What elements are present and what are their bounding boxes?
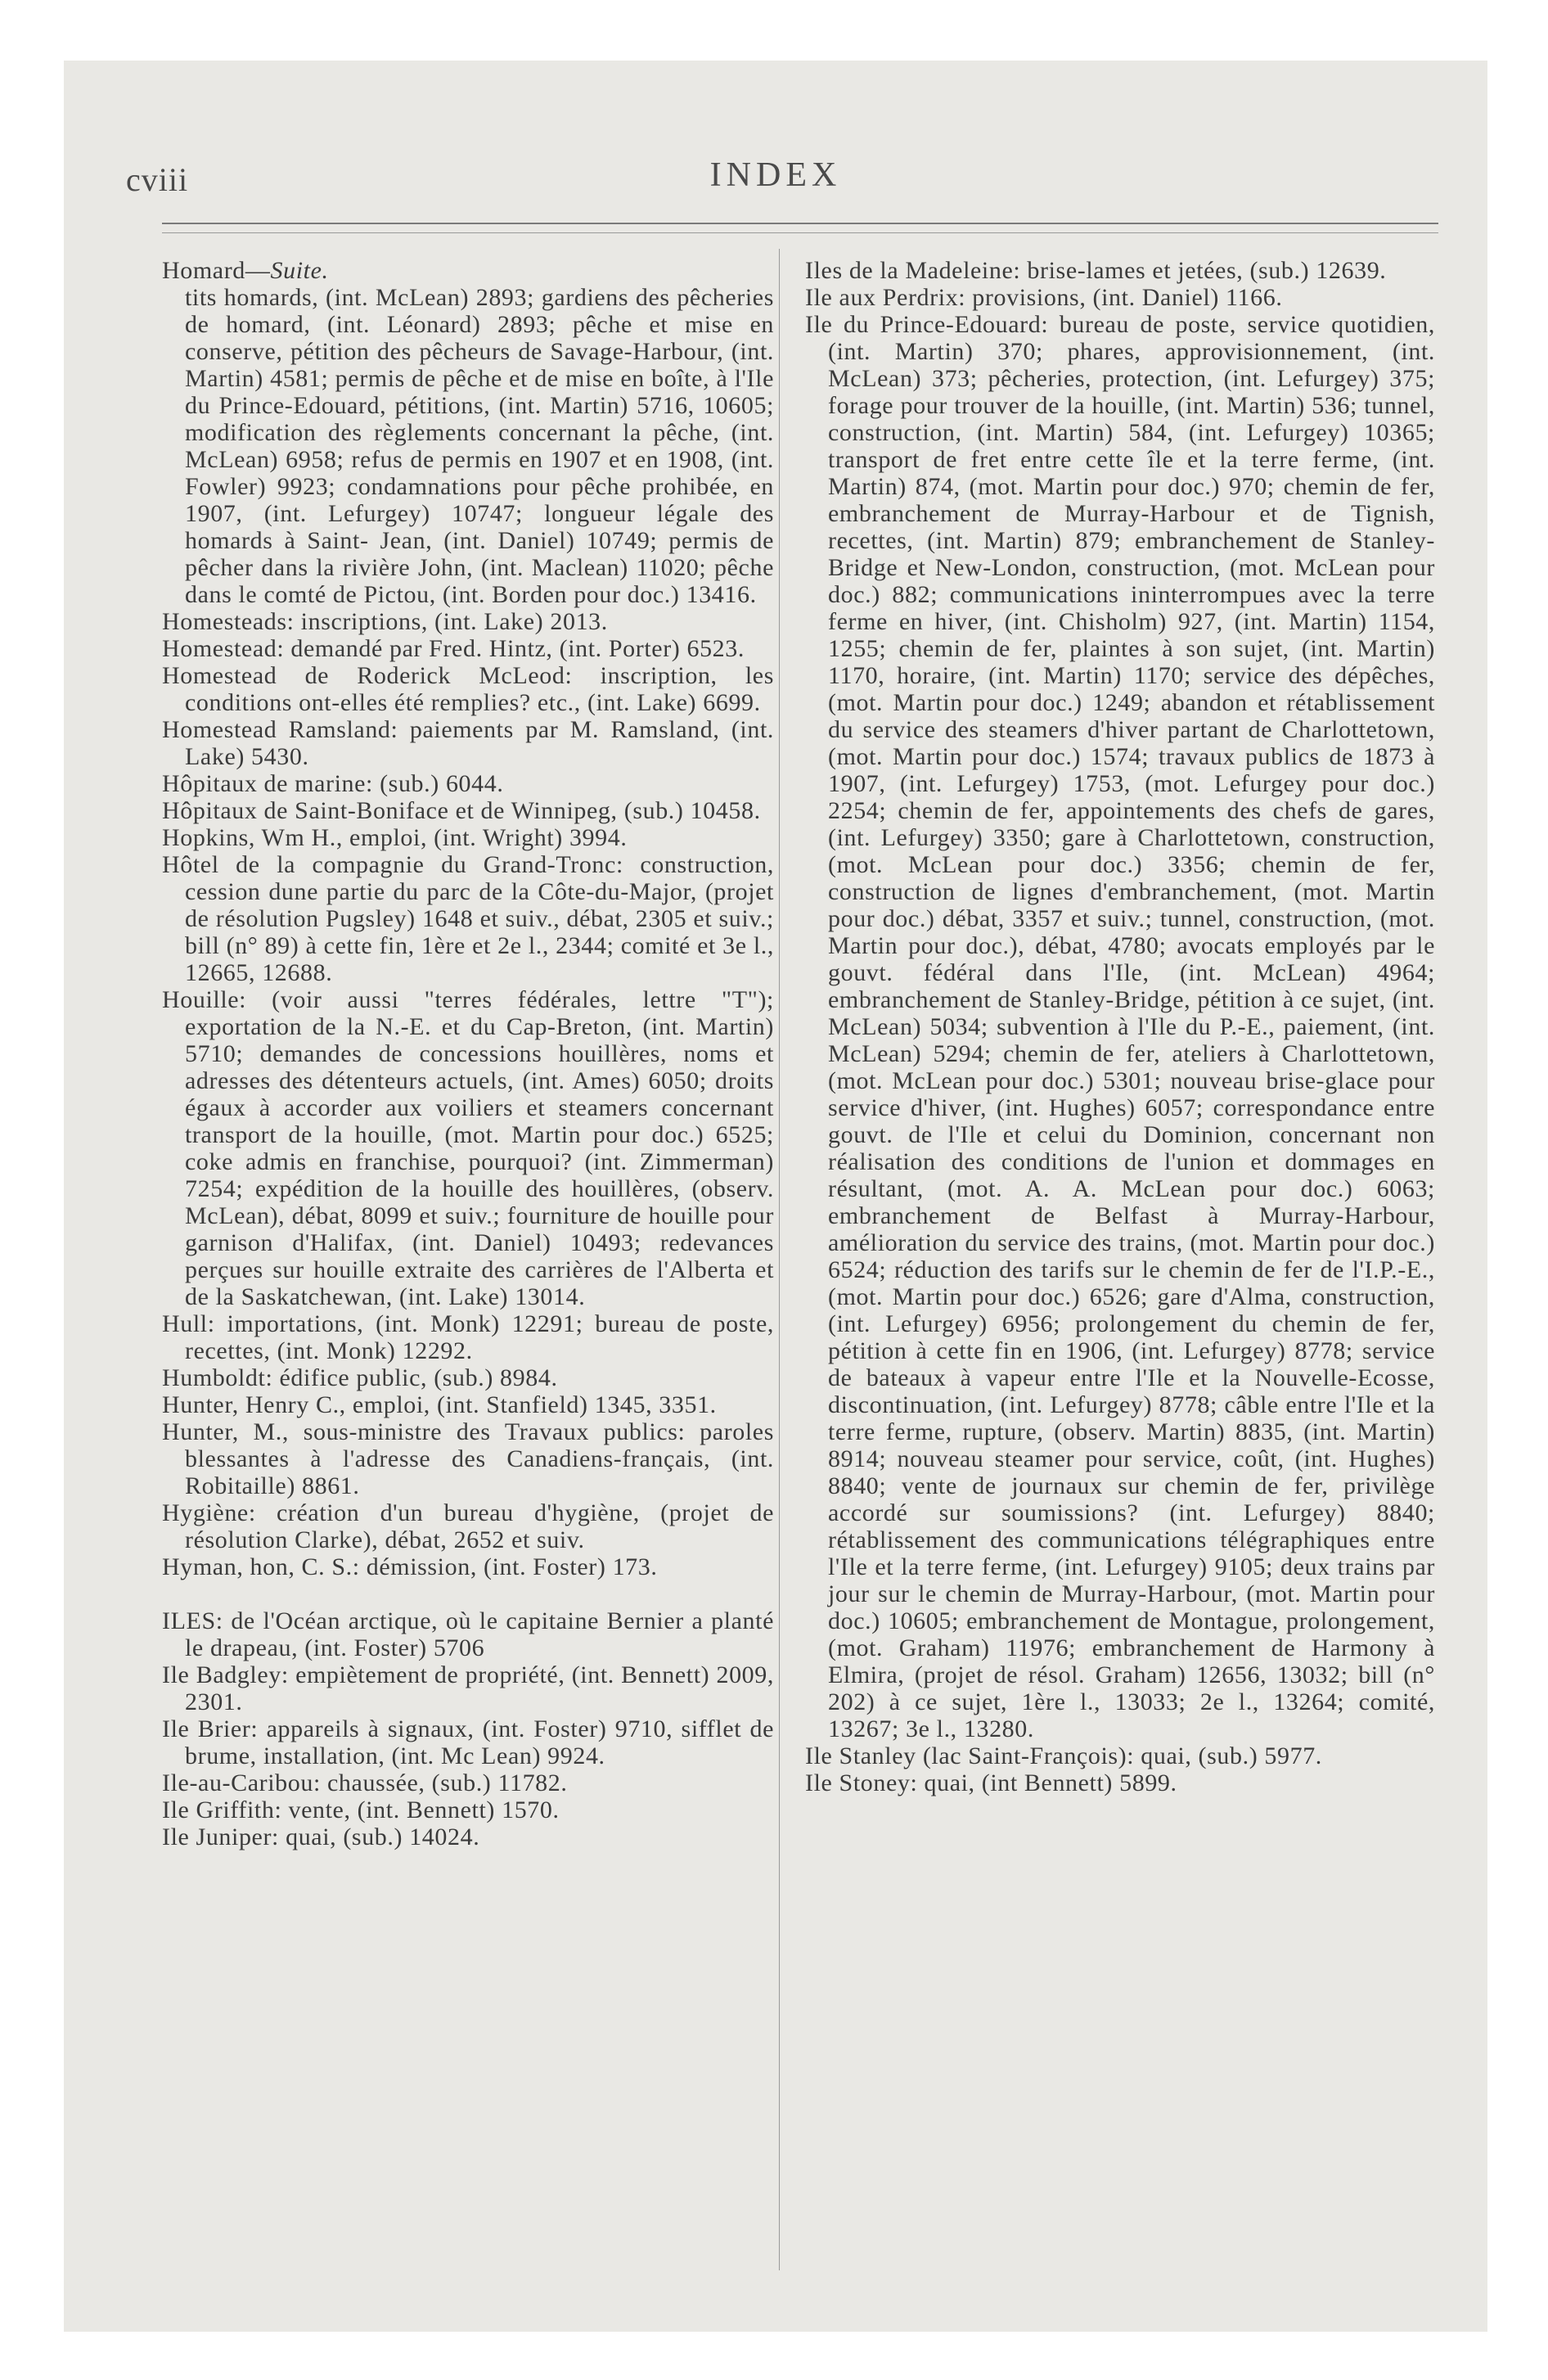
column-divider — [779, 249, 780, 2270]
index-entry: Hôpitaux de Saint-Boniface et de Winnipeg, (sub.) 10458. — [162, 797, 761, 824]
index-entry: Ile Stanley (lac Saint-François): quai, (sub.) 5977. — [805, 1742, 1322, 1769]
index-entry: Homestead Ramsland: paiements par M. Ramsland, (int. Lake) 5430. — [162, 716, 774, 770]
page-folio: cviii — [126, 161, 189, 198]
index-entry: Houille: (voir aussi "terres fédérales, lettre "T"); exportation de la N.-E. et du Cap-Breton, (int. Martin) 5710; demandes de concessions houillères, noms et adresses des détenteurs actuels, (int. Ames) 6050; droits égaux à accorder aux voiliers et steamers concernant transport de la houille, (mot. Martin pour doc.) 6525; coke admis en franchise, pourquoi? (int. Zimmerman) 7254; expédition de la houille des houillères, (observ. McLean), débat, 8099 et suiv.; fourniture de houille pour garnison d'Halifax, (int. Daniel) 10493; redevances perçues sur houille extraite des carrières de l'Alberta et de la Saskatchewan, (int. Lake) 13014. — [162, 986, 774, 1310]
index-entry: Hull: importations, (int. Monk) 12291; bureau de poste, recettes, (int. Monk) 12292. — [162, 1310, 774, 1364]
index-page — [64, 61, 1487, 2332]
index-entry: Ile-au-Caribou: chaussée, (sub.) 11782. — [162, 1769, 568, 1796]
index-entry: Hygiène: création d'un bureau d'hygiène, (projet de résolution Clarke), débat, 2652 et suiv. — [162, 1499, 774, 1553]
heading-main: Homard— — [162, 257, 271, 284]
index-entry: Hôtel de la compagnie du Grand-Tronc: construction, cession dune partie du parc de la Côte-du-Major, (projet de résolution Pugsley) 1648 et suiv., débat, 2305 et suiv.; bill (n° 89) à cette fin, 1ère et 2e l., 2344; comité et 3e l., 12665, 12688. — [162, 851, 774, 986]
index-entry: Hyman, hon, C. S.: démission, (int. Foster) 173. — [162, 1553, 658, 1580]
index-entry: Ile Griffith: vente, (int. Bennett) 1570. — [162, 1796, 560, 1823]
index-entry: Homestead de Roderick McLeod: inscription, les conditions ont-elles été remplies? etc., (int. Lake) 6699. — [162, 662, 774, 716]
index-entry: Homestead: demandé par Fred. Hintz, (int. Porter) 6523. — [162, 635, 745, 662]
index-entry: Hopkins, Wm H., emploi, (int. Wright) 3994. — [162, 824, 628, 851]
index-entry: Homesteads: inscriptions, (int. Lake) 2013. — [162, 608, 608, 635]
header-rule-thin — [162, 232, 1438, 233]
left-column — [162, 257, 774, 1850]
index-entry: Ile du Prince-Edouard: bureau de poste, service quotidien, (int. Martin) 370; phares, approvisionnement, (int. McLean) 373; pêcheries, protection, (int. Lefurgey) 375; forage pour trouver de la houille, (int. Martin) 536; tunnel, construction, (int. Martin) 584, (int. Lefurgey) 10365; transport de fret entre cette île et la terre ferme, (int. Martin) 874, (mot. Martin pour doc.) 970; chemin de fer, embranchement de Murray-Harbour et de Tignish, recettes, (int. Martin) 879; embranchement de Stanley-Bridge et New-London, construction, (mot. McLean pour doc.) 882; communications ininterrompues avec la terre ferme en hiver, (int. Chisholm) 927, (int. Martin) 1154, 1255; chemin de fer, plaintes à son sujet, (int. Martin) 1170, horaire, (int. Martin) 1170; service des dépêches, (mot. Martin pour doc.) 1249; abandon et rétablissement du service des steamers d'hiver partant de Charlottetown, (mot. Martin pour doc.) 1574; travaux publics de 1873 à 1907, (int. Lefurgey) 1753, (mot. Lefurgey pour doc.) 2254; chemin de fer, appointements des chefs de gares, (int. Lefurgey) 3350; gare à Charlottetown, construction, (mot. McLean pour doc.) 3356; chemin de fer, construction de lignes d'embranchement, (mot. Martin pour doc.) débat, 3357 et suiv.; tunnel, construction, (mot. Martin pour doc.), débat, 4780; avocats employés par le gouvt. fédéral dans l'Ile, (int. McLean) 4964; embranchement de Stanley-Bridge, pétition à ce sujet, (int. McLean) 5034; subvention à l'Ile du P.-E., paiement, (int. McLean) 5294; chemin de fer, ateliers à Charlottetown, (mot. McLean pour doc.) 5301; nouveau brise-glace pour service d'hiver, (int. Hughes) 6057; correspondance entre gouvt. de l'Ile et celui du Dominion, concernant non réalisation des conditions de l'union et dommages en résultant, (mot. A. A. McLean pour doc.) 6063; embranchement de Belfast à Murray-Harbour, amélioration du service des trains, (mot. Martin pour doc.) 6524; réduction des tarifs sur le chemin de fer de l'I.P.-E., (mot. Martin pour doc.) 6526; gare d'Alma, construction, (int. Lefurgey) 6956; prolongement du chemin de fer, pétition à cette fin en 1906, (int. Lefurgey) 8778; service de bateaux à vapeur entre l'Ile et la Nouvelle-Ecosse, discontinuation, (int. Lefurgey) 8778; câble entre l'Ile et la terre ferme, rupture, (observ. Martin) 8835, (int. Martin) 8914; nouveau steamer pour service, coût, (int. Hughes) 8840; vente de journaux sur chemin de fer, privilège accordé sur soumissions? (int. Lefurgey) 8840; rétablissement des communications télégraphiques entre l'Ile et la terre ferme, (int. Lefurgey) 9105; deux trains par jour sur le chemin de Murray-Harbour, (mot. Martin pour doc.) 10605; embranchement de Montague, prolongement, (mot. Graham) 11976; embranchement de Harmony à Elmira, (projet de résol. Graham) 12656, 13032; bill (n° 202) à ce sujet, 1ère l., 13033; 2e l., 13264; comité, 13267; 3e l., 13280. — [805, 311, 1435, 1742]
index-entry: Hunter, M., sous-ministre des Travaux publics: paroles blessantes à l'adresse des Canadiens-français, (int. Robitaille) 8861. — [162, 1418, 774, 1499]
left-entries — [162, 608, 774, 1850]
index-entry: Ile Badgley: empiètement de propriété, (int. Bennett) 2009, 2301. — [162, 1661, 774, 1715]
continued-entry: tits homards, (int. McLean) 2893; gardiens des pêcheries de homard, (int. Léonard) 2893; pêche et mise en conserve, pétition des pêcheurs de Savage-Harbour, (int. Martin) 4581; permis de pêche et de mise en boîte, à l'Ile du Prince-Edouard, pétitions, (int. Martin) 5716, 10605; modification des règlements concernant la pêche, (int. McLean) 6958; refus de permis en 1907 et en 1908, (int. Fowler) 9923; condamnations pour pêche prohibée, en 1907, (int. Lefurgey) 10747; longueur légale des homards à Saint- Jean, (int. Daniel) 10749; permis de pêcher dans la rivière John, (int. Maclean) 11020; pêche dans le comté de Pictou, (int. Borden pour doc.) 13416. — [185, 284, 774, 608]
right-entries — [805, 257, 1435, 1796]
index-entry: Ile Juniper: quai, (sub.) 14024. — [162, 1823, 480, 1850]
index-entry: Ile Stoney: quai, (int Bennett) 5899. — [805, 1769, 1177, 1796]
continued-heading — [162, 257, 774, 284]
index-entry: ILES: de l'Océan arctique, où le capitaine Bernier a planté le drapeau, (int. Foster) 5706 — [162, 1607, 774, 1661]
index-entry: Hôpitaux de marine: (sub.) 6044. — [162, 770, 504, 797]
index-entry: Iles de la Madeleine: brise-lames et jetées, (sub.) 12639. — [805, 257, 1387, 284]
right-column — [805, 257, 1435, 1796]
index-entry: Humboldt: édifice public, (sub.) 8984. — [162, 1364, 558, 1391]
index-entry: Ile aux Perdrix: provisions, (int. Daniel) 1166. — [805, 284, 1283, 311]
index-entry: Ile Brier: appareils à signaux, (int. Foster) 9710, sifflet de brume, installation, (int. Mc Lean) 9924. — [162, 1715, 774, 1769]
index-entry: Hunter, Henry C., emploi, (int. Stanfield) 1345, 3351. — [162, 1391, 717, 1418]
header-rule — [162, 223, 1438, 224]
running-head: INDEX — [709, 156, 842, 194]
heading-suite: Suite. — [270, 257, 329, 284]
